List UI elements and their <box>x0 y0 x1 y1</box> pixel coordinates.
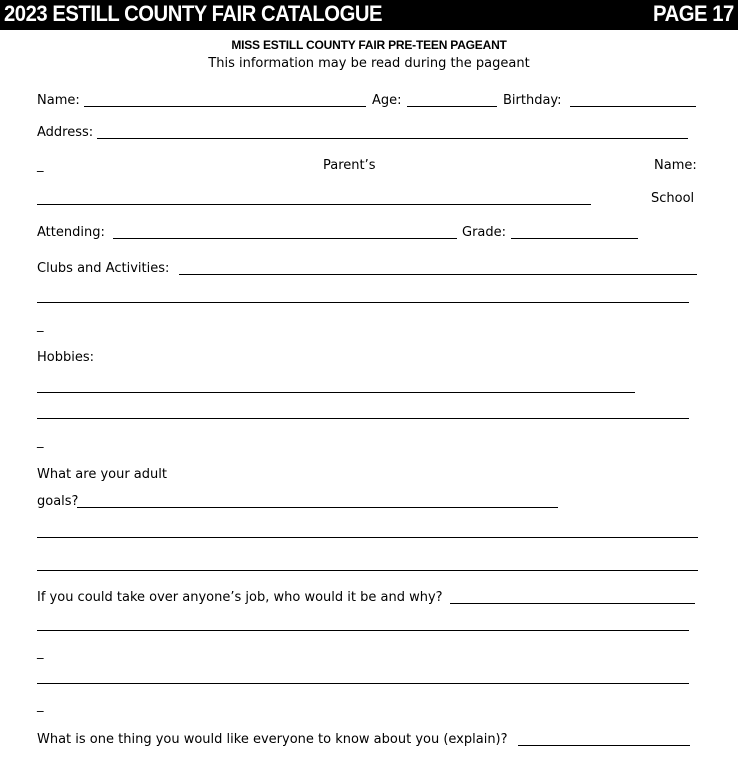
parents-name-label: Name: <box>654 158 697 173</box>
job-field-line-3[interactable] <box>37 683 689 684</box>
job-field-line-2[interactable] <box>37 630 689 631</box>
name-field[interactable] <box>84 106 366 107</box>
goals-field-line-1[interactable] <box>77 507 558 508</box>
school-attending-field[interactable] <box>113 238 457 239</box>
grade-label: Grade: <box>462 225 507 240</box>
know-question: What is one thing you would like everyone to know about you (explain)? <box>37 732 508 747</box>
parents-name-field[interactable] <box>37 204 591 205</box>
goals-question-line-2: goals? <box>37 494 79 509</box>
clubs-field-line-1[interactable] <box>179 274 697 275</box>
hobbies-label: Hobbies: <box>37 350 94 365</box>
hobbies-overflow-mark: _ <box>37 434 44 449</box>
job-overflow-mark-1: _ <box>37 645 44 660</box>
job-question: If you could take over anyone’s job, who would it be and why? <box>37 590 443 605</box>
parents-label: Parent’s <box>323 158 376 173</box>
goals-question-line-1: What are your adult <box>37 467 167 482</box>
form-subtitle: This information may be read during the pageant <box>208 56 530 71</box>
age-label: Age: <box>372 93 402 108</box>
birthday-label: Birthday: <box>503 93 562 108</box>
goals-field-line-2[interactable] <box>37 537 698 538</box>
clubs-field-line-2[interactable] <box>37 302 689 303</box>
hobbies-field-line-1[interactable] <box>37 392 635 393</box>
hobbies-field-line-2[interactable] <box>37 418 689 419</box>
attending-label: Attending: <box>37 225 105 240</box>
address-overflow-mark: _ <box>37 158 44 173</box>
goals-field-line-3[interactable] <box>37 570 698 571</box>
catalogue-title: 2023 ESTILL COUNTY FAIR CATALOGUE <box>4 1 383 26</box>
form-title: MISS ESTILL COUNTY FAIR PRE-TEEN PAGEANT <box>231 38 507 52</box>
know-field[interactable] <box>518 745 690 746</box>
page-header <box>0 0 738 30</box>
age-field[interactable] <box>407 106 497 107</box>
page-number: PAGE 17 <box>653 1 734 26</box>
birthday-field[interactable] <box>570 106 696 107</box>
job-overflow-mark-2: _ <box>37 698 44 713</box>
job-field-line-1[interactable] <box>450 603 695 604</box>
school-label: School <box>651 191 695 206</box>
address-label: Address: <box>37 125 94 140</box>
address-field[interactable] <box>97 138 688 139</box>
name-label: Name: <box>37 93 80 108</box>
grade-field[interactable] <box>511 238 638 239</box>
clubs-label: Clubs and Activities: <box>37 261 170 276</box>
clubs-overflow-mark: _ <box>37 318 44 333</box>
